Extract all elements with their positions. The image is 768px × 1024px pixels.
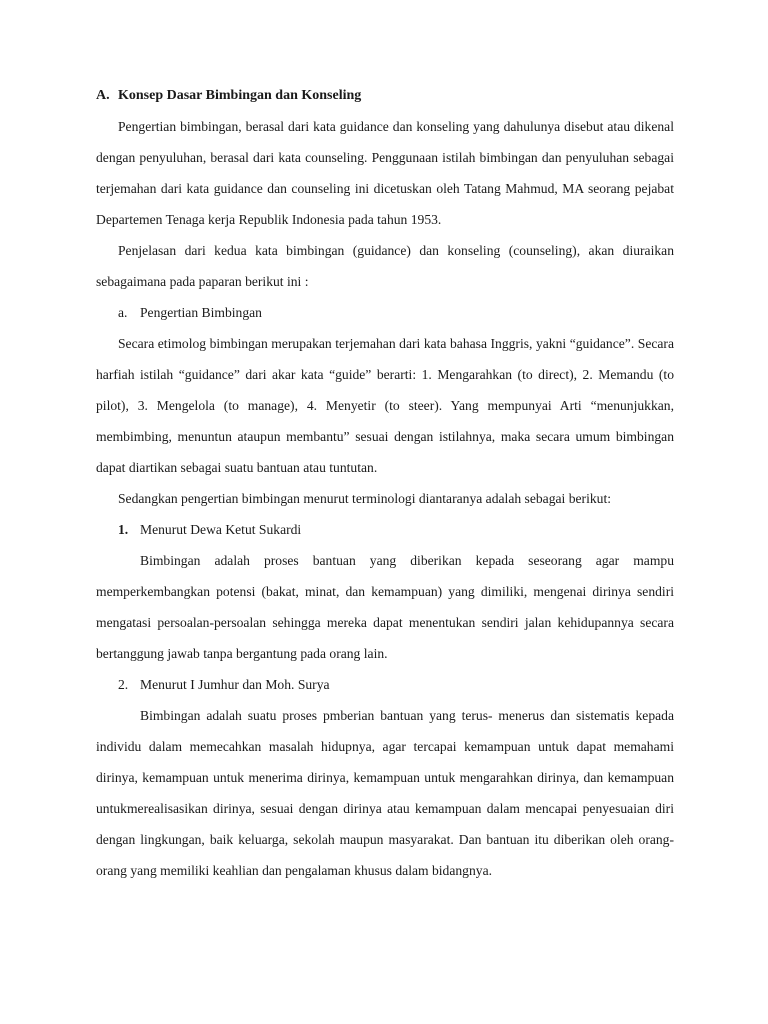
subsection-title: Pengertian Bimbingan xyxy=(140,305,262,320)
list-marker: 2. xyxy=(118,677,129,692)
document-body xyxy=(96,80,674,886)
definition-quote-2: Bimbingan adalah suatu proses pmberian bantuan yang terus- menerus dan sistematis kepada individu dalam memecahkan masalah hidupnya, agar tercapai kemampuan untuk dapat memahami dirinya, kemampuan untuk menerima dirinya, kemampuan untuk mengarahkan dirinya, dan kemampuan untukmerealisasikan dirinya, sesuai dengan dirinya atau kemampuan dalam mencapai penyesuaian diri dengan lingkungan, baik keluarga, sekolah maupun masyarakat. Dan bantuan itu diberikan oleh orang-orang yang memiliki keahlian dan pengalaman khusus dalam bidangnya. xyxy=(96,708,674,878)
paragraph-definition: Pengertian bimbingan, berasal dari kata guidance dan konseling yang dahulunya disebut atau dikenal dengan penyuluhan, berasal dari kata counseling. Penggunaan istilah bimbingan dan penyuluhan sebagai terjemahan dari kata guidance dan counseling ini dicetuskan oleh Tatang Mahmud, MA seorang pejabat Departemen Tenaga kerja Republik Indonesia pada tahun 1953. xyxy=(96,119,674,227)
section-heading xyxy=(96,80,674,111)
paragraph-terminology: Sedangkan pengertian bimbingan menurut terminologi diantaranya adalah sebagai berikut: xyxy=(118,491,611,506)
list-item-1 xyxy=(96,514,674,545)
definition-quote-1: Bimbingan adalah proses bantuan yang diberikan kepada seseorang agar mampu memperkembangkan potensi (bakat, minat, dan kemampuan) yang dimiliki, mengenai dirinya sendiri mengatasi persoalan-persoalan sehingga mereka dapat menentukan sendiri jalan kehidupannya secara bertanggung jawab tanpa bergantung pada orang lain. xyxy=(96,553,674,661)
list-item-title: Menurut Dewa Ketut Sukardi xyxy=(140,522,302,537)
subsection-marker: a. xyxy=(118,305,128,320)
list-item-2 xyxy=(96,669,674,700)
section-title: Konsep Dasar Bimbingan dan Konseling xyxy=(118,88,362,103)
paragraph-explanation: Penjelasan dari kedua kata bimbingan (guidance) dan konseling (counseling), akan diuraikan sebagaimana pada paparan berikut ini : xyxy=(96,243,674,289)
list-marker: 1. xyxy=(118,522,129,537)
subsection-a xyxy=(96,297,674,328)
list-item-title: Menurut I Jumhur dan Moh. Surya xyxy=(140,677,330,692)
paragraph-etymology: Secara etimolog bimbingan merupakan terjemahan dari kata bahasa Inggris, yakni “guidance”. Secara harfiah istilah “guidance” dari akar kata “guide” berarti: 1. Mengarahkan (to direct), 2. Memandu (to pilot), 3. Mengelola (to manage), 4. Menyetir (to steer). Yang mempunyai Arti “menunjukkan, membimbing, menuntun ataupun membantu” sesuai dengan istilahnya, maka secara umum bimbingan dapat diartikan sebagai suatu bantuan atau tuntutan. xyxy=(96,336,674,475)
section-letter: A. xyxy=(96,88,110,103)
